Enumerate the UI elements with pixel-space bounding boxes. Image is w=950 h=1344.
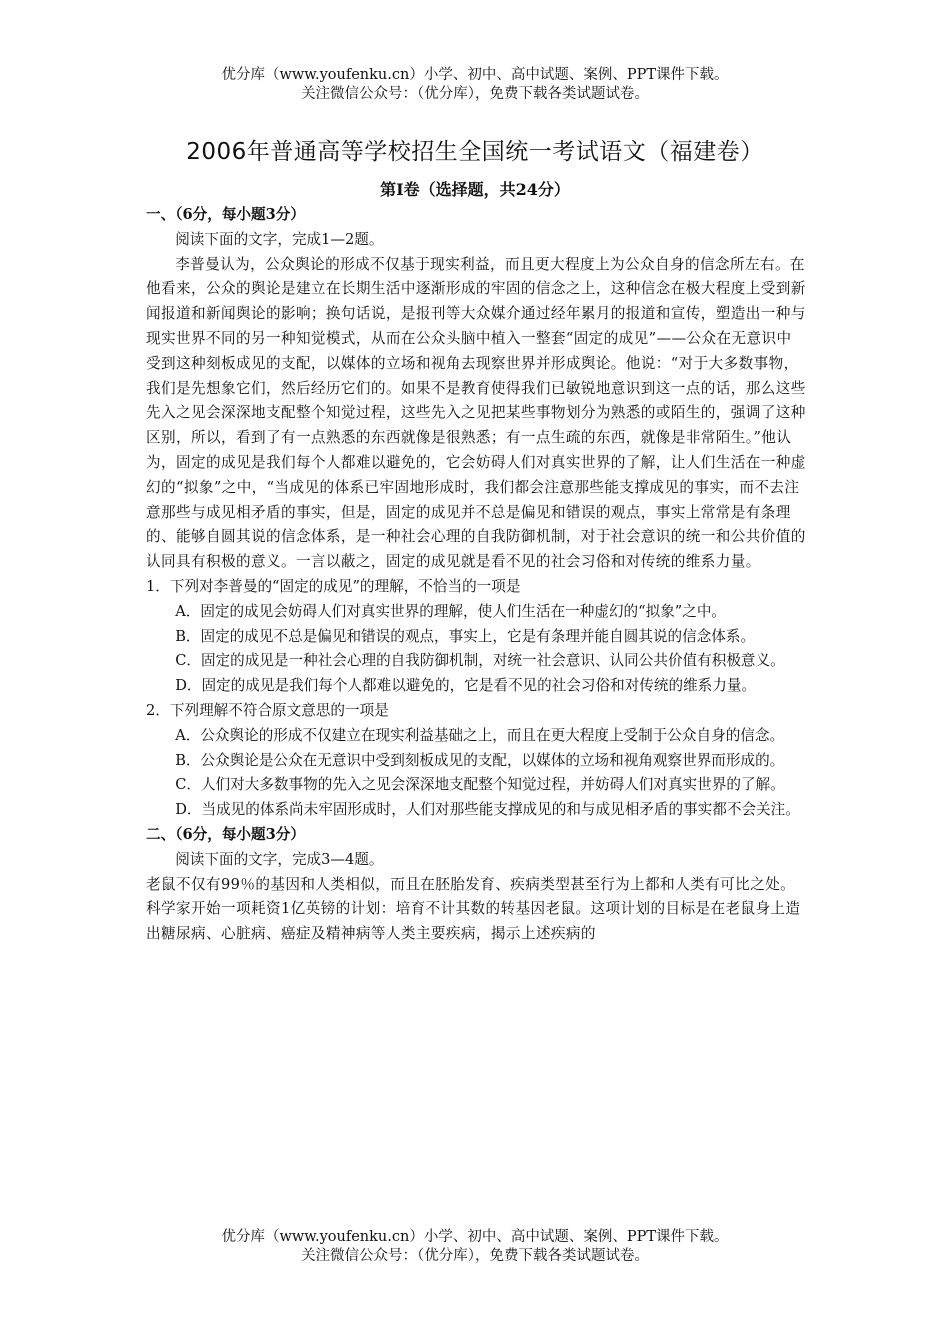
question-1-option-b: B．固定的成见不总是偏见和错误的观点，事实上，它是有条理并能自圆其说的信念体系。 [175, 627, 756, 645]
section-1-heading: 一、（6分，每小题3分） [146, 206, 305, 223]
header-line-2: 关注微信公众号：（优分库），免费下载各类试题试卷。 [301, 86, 649, 102]
page-header [0, 66, 950, 104]
question-2-option-c: C．人们对大多数事物的先入之见会深深地支配整个知觉过程，并妨碍人们对真实世界的了解。 [175, 776, 785, 794]
section-2-passage: 老鼠不仅有99％的基因和人类相似，而且在胚胎发育、疾病类型甚至行为上都和人类有可比之处。科学家开始一项耗资1亿英镑的计划：培育不计其数的转基因老鼠。这项计划的目标是在老鼠身上造出糖尿病、心脏病、癌症及精神病等人类主要疾病，揭示上述疾病的 [146, 875, 801, 943]
section-1-passage: 李普曼认为，公众舆论的形成不仅基于现实利益，而且更大程度上为公众自身的信念所左右。在他看来，公众的舆论是建立在长期生活中逐渐形成的牢固的信念之上，这种信念在极大程度上受到新闻报道和新闻舆论的影响；换句话说，是报刊等大众媒介通过经年累月的报道和宣传，塑造出一种与现实世界不同的另一种知觉模式，从而在公众头脑中植入一整套“固定的成见”——公众在无意识中受到这种刻板成见的支配，以媒体的立场和视角去现察世界并形成舆论。他说：“对于大多数事物，我们是先想象它们，然后经历它们的。如果不是教育使得我们已敏锐地意识到这一点的话，那么这些先入之见会深深地支配整个知觉过程，这些先入之见把某些事物划分为熟悉的或陌生的，强调了这种区别，所以，看到了有一点熟悉的东西就像是很熟悉；有一点生疏的东西，就像是非常陌生。”他认为，固定的成见是我们每个人都难以避免的，它会妨碍人们对真实世界的了解，让人们生活在一种虚幻的“拟象”之中，“当成见的体系已牢固地形成时，我们都会注意那些能支撑成见的事实，而不去注意那些与成见相矛盾的事实，但是，固定的成见并不总是偏见和错误的观点，事实上常常是有条理的、能够自圆其说的信念体系，是一种社会心理的自我防御机制，对于社会意识的统一和公共价值的认同具有积极的意义。一言以蔽之，固定的成见就是看不见的社会习俗和对传统的维系力量。 [146, 255, 806, 571]
question-1-option-d: D．固定的成见是我们每个人都难以避免的，它是看不见的社会习俗和对传统的维系力量。 [175, 677, 757, 695]
page-footer [0, 1228, 950, 1266]
header-line-1: 优分库（www.youfenku.cn）小学、初中、高中试题、案例、PPT课件下载。 [221, 67, 729, 83]
question-2-option-a: A．公众舆论的形成不仅建立在现实利益基础之上，而且在更大程度上受制于公众自身的信念。 [175, 726, 785, 744]
question-2-option-b: B．公众舆论是公众在无意识中受到刻板成见的支配，以媒体的立场和视角观察世界而形成的。 [175, 751, 785, 769]
exam-title: 2006年普通高等学校招生全国统一考试语文（福建卷） [186, 139, 764, 165]
section-1-instruction: 阅读下面的文字，完成1—2题。 [175, 230, 384, 248]
footer-line-2: 关注微信公众号：（优分库），免费下载各类试题试卷。 [301, 1248, 649, 1264]
question-1-stem: 1．下列对李普曼的“固定的成见”的理解，不恰当的一项是 [146, 577, 521, 595]
section-2-heading: 二、（6分，每小题3分） [146, 825, 305, 843]
question-1-option-a: A．固定的成见会妨碍人们对真实世界的理解，使人们生活在一种虚幻的“拟象”之中。 [175, 602, 727, 620]
exam-body [146, 203, 806, 947]
exam-subtitle: 第I卷（选择题，共24分） [380, 180, 570, 199]
question-2-option-d: D．当成见的体系尚未牢固形成时，人们对那些能支撑成见的和与成见相矛盾的事实都不会关注。 [175, 801, 800, 819]
footer-line-1: 优分库（www.youfenku.cn）小学、初中、高中试题、案例、PPT课件下载。 [221, 1229, 729, 1245]
question-1-option-c: C．固定的成见是一种社会心理的自我防御机制，对统一社会意识、认同公共价值有积极意义。 [175, 652, 785, 670]
question-2-stem: 2．下列理解不符合原文意思的一项是 [146, 701, 389, 719]
section-2-instruction: 阅读下面的文字，完成3—4题。 [175, 850, 384, 868]
